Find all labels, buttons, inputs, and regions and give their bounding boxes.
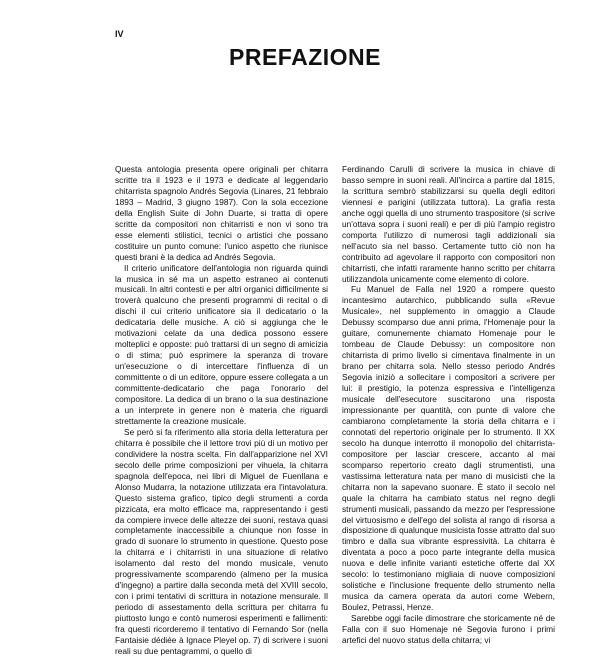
page-title: PREFAZIONE: [229, 44, 381, 70]
paragraph: Ferdinando Carulli di scrivere la musica in chiave di basso sempre in suoni reali. All'incirca a partire dal 1815, la scrittura sembrò stabilizzarsi su quella degli editori viennesi e parigini (utilizzata tuttora). La grafia resta anche oggi quella di uno strumento traspositore (si scrive un'ottava sopra i suoni reali) e per di più l'ampio registro comporta l'utilizzo di numerosi tagli addizionali sia nell'acuto sia nel basso. Certamente tutto ciò non ha contribuito ad agevolare il rapporto con compositori non chitarristi, che infatti raramente hanno scritto per chitarra utilizzandola unicamente come elemento di colore.: [342, 164, 555, 284]
paragraph: Sarebbe oggi facile dimostrare che storicamente né de Falla con il suo Homenaje né Segovia furono i primi artefici del nuovo status della chitarra; vi: [342, 613, 555, 645]
paragraph: Se però si fa riferimento alla storia della letteratura per chitarra è possibile che il lettore trovi più di un motivo per condividere la nostra scelta. Fin dall'apparizione nel XVI secolo delle prime composizioni per vihuela, la chitarra spagnola dell'epoca, nei libri di Miguel de Fuenllana e Alonso Mudarra, la notazione utilizzata era l'intavolatura. Questo sistema grafico, tipico degli strumenti a corda pizzicata, era molto efficace ma, rappresentando i gesti da compiere invece delle altezze dei suoni, restava quasi completamente inaccessibile a chiunque non fosse in grado di suonare lo strumento in questione. Questo pose la chitarra e i chitarristi in una situazione di relativo isolamento dal resto del mondo musicale, venuto progressivamente scomparendo (almeno per la musica d'ingegno) a partire dalla seconda metà del XVIII secolo, con i primi tentativi di scrittura in notazione mensurale. Il periodo di assestamento della scrittura per chitarra fu piuttosto lungo e contò numerosi esperimenti e fallimenti: fra questi ricorderemo il tentativo di Fernando Sor (nella Fantaisie dédiée à Ignace Pleyel op. 7) di scrivere i suoni reali su due pentagrammi, o quello di: [115, 426, 328, 656]
right-column: [342, 164, 555, 646]
paragraph: Questa antologia presenta opere originali per chitarra scritte tra il 1923 e il 1973 e dedicate al leggendario chitarrista spagnolo Andrés Segovia (Linares, 21 febbraio 1893 – Madrid, 3 giugno 1987). Con la sola eccezione della English Suite di John Duarte, si tratta di opere scritte da compositori non chitarristi e non vi sono tra esse elementi stilistici, tecnici o artistici che possano costituire un punto comune: l'unico aspetto che riunisce questi brani è la dedica ad Andrés Segovia.: [115, 164, 328, 262]
paragraph: Il criterio unificatore dell'antologia non riguarda quindi la musica in sé ma un aspetto estraneo ai contenuti musicali. In altri contesti e per altri organici difficilmente si troverà qualcuno che presenti programmi di recital o di dischi il cui criterio unificatore sia il dedicatario o la dedicataria delle musiche. A ciò si aggiunga che le motivazioni celate da una dedica possono essere molteplici e opposte: può trattarsi di un segno di amicizia o di stima; può esprimere la speranza di trovare un'esecuzione o di intercettare l'influenza di un committente o di un editore, oppure essere collegata a un committente-dedicatario che paga l'onorario del compositore. La dedica di un brano o la sua destinazione a un interprete in genere non è materia che riguardi strettamente la creazione musicale.: [115, 262, 328, 426]
left-column: [115, 164, 328, 657]
paragraph: Fu Manuel de Falla nel 1920 a rompere questo incantesimo autarchico, pubblicando sulla «Revue Musicale», nel supplemento in omaggio a Claude Debussy scomparso due anni prima, l'Homenaje pour la guitare, comunemente chiamato Homenaje pour le tombeau de Claude Debussy: un compositore non chitarrista di primo livello si cimentava finalmente in un brano per chitarra sola. Nello stesso periodo Andrés Segovia iniziò a sollecitare i compositori a scrivere per lui: il prestigio, la potenza espressiva e l'intelligenza musicale dell'esecutore suscitarono una risposta impressionante per quantità, con punte di valore che cambiarono completamente la storia della chitarra e i connotati del repertorio originale per lo strumento. Il XX secolo ha dunque interrotto il monopolio del chitarrista-compositore per lasciar crescere, accanto al mai scomparso repertorio creato dagli strumentisti, una vastissima letteratura nata per mano di musicisti che la chitarra non la sapevano suonare. È stato il secolo nel quale la chitarra ha cambiato status nel regno degli strumenti musicali, passando da mezzo per l'espressione del virtuosismo e dell'ego del solista al rango di risorsa a disposizione di qualunque musicista fosse attratto dal suo timbro e dalla sua vibrante espressività. La chitarra è diventata a poco a poco parte integrante della musica nuova e delle infinite varianti estetiche offerte dal XX secolo: lo testimoniano migliaia di nuove composizioni solistiche e l'inclusione frequente dello strumento nella musica da camera operata da autori come Webern, Boulez, Petrassi, Henze.: [342, 284, 555, 613]
page-number: IV: [115, 29, 124, 39]
